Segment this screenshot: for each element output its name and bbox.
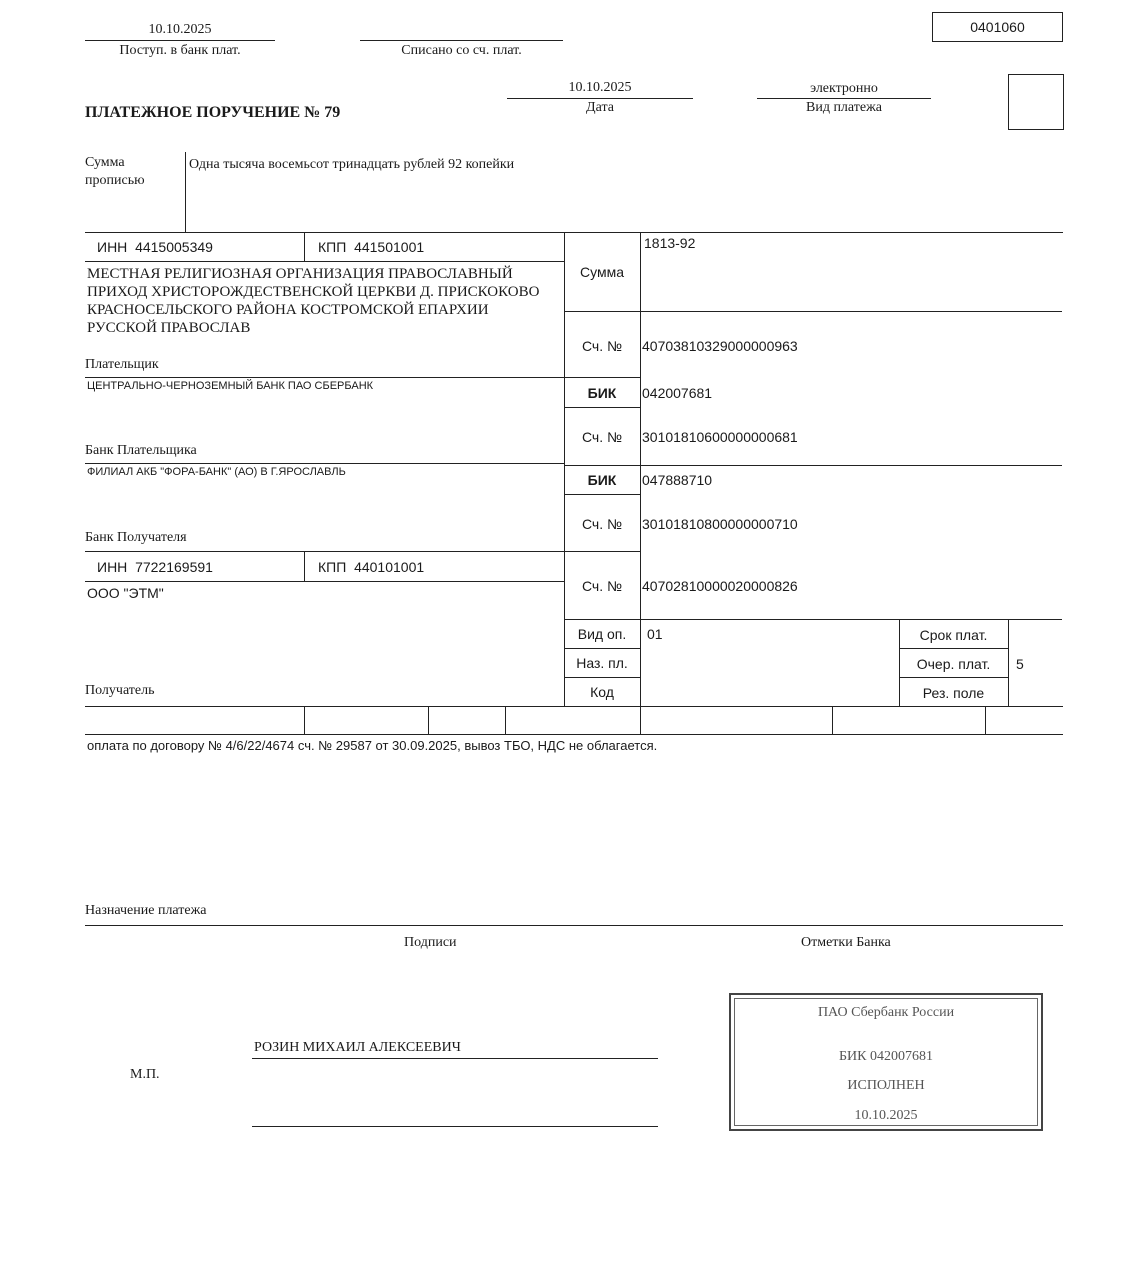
payer-bank-label: Банк Плательщика [85, 443, 197, 458]
reserve-label: Рез. поле [922, 685, 985, 701]
payment-type-label: Вид платежа [805, 100, 882, 115]
payee-bank-label: Банк Получателя [85, 530, 187, 545]
payee-bik: 047888710 [642, 472, 713, 488]
tax-col-5 [832, 706, 833, 734]
doc-date: 10.10.2025 [568, 80, 632, 95]
purpose-code-label: Наз. пл. [576, 655, 628, 671]
payer-bik: 042007681 [642, 385, 713, 401]
debited-line [360, 40, 563, 41]
received-label: Поступ. в банк плат. [119, 43, 241, 58]
payer-inn-divider [304, 232, 305, 262]
details-right-row3 [899, 677, 1008, 678]
doc-date-line [507, 98, 693, 99]
payer-account-label: Сч. № [581, 338, 623, 354]
payer-bank-top-line [564, 377, 640, 378]
payee-bank-top-line [564, 465, 1062, 466]
status-box [1008, 74, 1064, 130]
signature-line-1 [252, 1058, 658, 1059]
received-date: 10.10.2025 [148, 22, 212, 37]
amount-words-bottom-line [85, 232, 1063, 233]
amount-label: Сумма [580, 264, 624, 280]
tax-row-bottom-line [85, 734, 1063, 735]
payee-label: Получатель [85, 683, 155, 698]
payee-inn-cell [97, 559, 213, 575]
payer-name-line-1: МЕСТНАЯ РЕЛИГИОЗНАЯ ОРГАНИЗАЦИЯ ПРАВОСЛАВНЫЙ [87, 266, 513, 282]
amount-words-divider [185, 152, 186, 232]
amount-words-label-1: Сумма [85, 155, 125, 170]
payee-bik-label: БИК [587, 472, 617, 488]
form-code: 0401060 [970, 19, 1025, 35]
amount-value: 1813-92 [644, 235, 696, 251]
form-code-box [932, 12, 1063, 42]
priority-value: 5 [1016, 656, 1024, 672]
stamp-date: 10.10.2025 [854, 1108, 918, 1123]
payer-name-line-3: КРАСНОСЕЛЬСКОГО РАЙОНА КОСТРОМСКОЙ ЕПАРХИИ [87, 302, 489, 318]
payee-inn: 7722169591 [135, 559, 213, 575]
payer-kpp: 441501001 [354, 239, 425, 255]
payer-name [87, 265, 539, 337]
details-right-col2 [1008, 619, 1009, 706]
details-row2-line [564, 648, 640, 649]
signer-name: РОЗИН МИХАИЛ АЛЕКСЕЕВИЧ [254, 1040, 461, 1055]
payee-kpp-label: КПП [318, 559, 347, 575]
payee-bank-bottom-line [85, 551, 564, 552]
doc-date-label: Дата [586, 100, 614, 115]
payee-bank-account-label: Сч. № [581, 516, 623, 532]
stamp-place-label: М.П. [130, 1067, 160, 1082]
op-type: 01 [647, 626, 663, 642]
payee-kpp: 440101001 [354, 559, 425, 575]
stamp-bik: БИК 042007681 [839, 1049, 933, 1064]
tax-col-3 [505, 706, 506, 734]
payee-inn-divider [304, 551, 305, 581]
document-title: ПЛАТЕЖНОЕ ПОРУЧЕНИЕ № 79 [85, 104, 341, 121]
payment-type-line [757, 98, 931, 99]
payee-bank-account: 30101810800000000710 [642, 516, 798, 532]
payee-bank-name: ФИЛИАЛ АКБ "ФОРА-БАНК" (АО) В Г.ЯРОСЛАВЛЬ [87, 466, 346, 478]
payee-innkpp-line [85, 581, 564, 582]
payee-account-label: Сч. № [581, 578, 623, 594]
code-label: Код [590, 684, 614, 700]
signatures-label: Подписи [404, 935, 457, 950]
payer-bik-label: БИК [587, 385, 617, 401]
payer-inn-label: ИНН [97, 239, 128, 255]
payer-inn-cell [97, 239, 213, 255]
payer-account: 40703810329000000963 [642, 338, 798, 354]
payer-kpp-cell [318, 239, 424, 255]
payer-innkpp-line [85, 261, 564, 262]
details-right-row2 [899, 648, 1008, 649]
payer-label: Плательщик [85, 357, 159, 372]
amount-label-line [564, 311, 640, 312]
payer-bank-name: ЦЕНТРАЛЬНО-ЧЕРНОЗЕМНЫЙ БАНК ПАО СБЕРБАНК [87, 380, 374, 392]
tax-col-2 [428, 706, 429, 734]
stamp-status: ИСПОЛНЕН [847, 1078, 925, 1093]
amount-words-value: Одна тысяча восемьсот тринадцать рублей 92 копейки [189, 157, 515, 172]
payer-bottom-line [85, 377, 564, 378]
payer-bank-bottom-line [85, 463, 564, 464]
details-row3-line [564, 677, 640, 678]
payment-purpose-text: оплата по договору № 4/6/22/4674 сч. № 29587 от 30.09.2025, вывоз ТБО, НДС не облагается. [87, 738, 658, 753]
priority-label: Очер. плат. [916, 656, 991, 672]
payee-inn-label: ИНН [97, 559, 128, 575]
amount-row-line [640, 311, 1062, 312]
signature-line-2 [252, 1126, 658, 1127]
payee-account: 40702810000020000826 [642, 578, 798, 594]
payer-name-line-4: РУССКОЙ ПРАВОСЛАВ [87, 320, 251, 336]
grid-col-mid [640, 232, 641, 706]
payee-acc-top-line [564, 551, 640, 552]
payer-bank-account-label: Сч. № [581, 429, 623, 445]
debited-label: Списано со сч. плат. [401, 43, 522, 58]
payment-purpose-line [85, 925, 1063, 926]
tax-col-4 [640, 706, 641, 734]
payer-bank-account: 30101810600000000681 [642, 429, 798, 445]
op-type-label: Вид оп. [577, 626, 627, 642]
term-label: Срок плат. [919, 627, 988, 643]
payee-kpp-cell [318, 559, 424, 575]
payer-kpp-label: КПП [318, 239, 347, 255]
payee-bik-line [564, 494, 640, 495]
payer-bik-line [564, 407, 640, 408]
payer-inn: 4415005349 [135, 239, 213, 255]
received-line [85, 40, 275, 41]
payment-type: электронно [810, 81, 878, 96]
bank-marks-label: Отметки Банка [801, 935, 891, 950]
payment-purpose-label: Назначение платежа [85, 903, 207, 918]
tax-col-6 [985, 706, 986, 734]
bank-stamp [729, 993, 1043, 1131]
tax-row-top-line [85, 706, 1063, 707]
tax-col-1 [304, 706, 305, 734]
details-top-line [564, 619, 1062, 620]
payee-name: ООО "ЭТМ" [87, 585, 164, 601]
payer-name-line-2: ПРИХОД ХРИСТОРОЖДЕСТВЕНСКОЙ ЦЕРКВИ Д. ПРИСКОКОВО [87, 284, 540, 300]
amount-words-label-2: прописью [85, 173, 145, 188]
stamp-bank-name: ПАО Сбербанк России [817, 1005, 955, 1020]
